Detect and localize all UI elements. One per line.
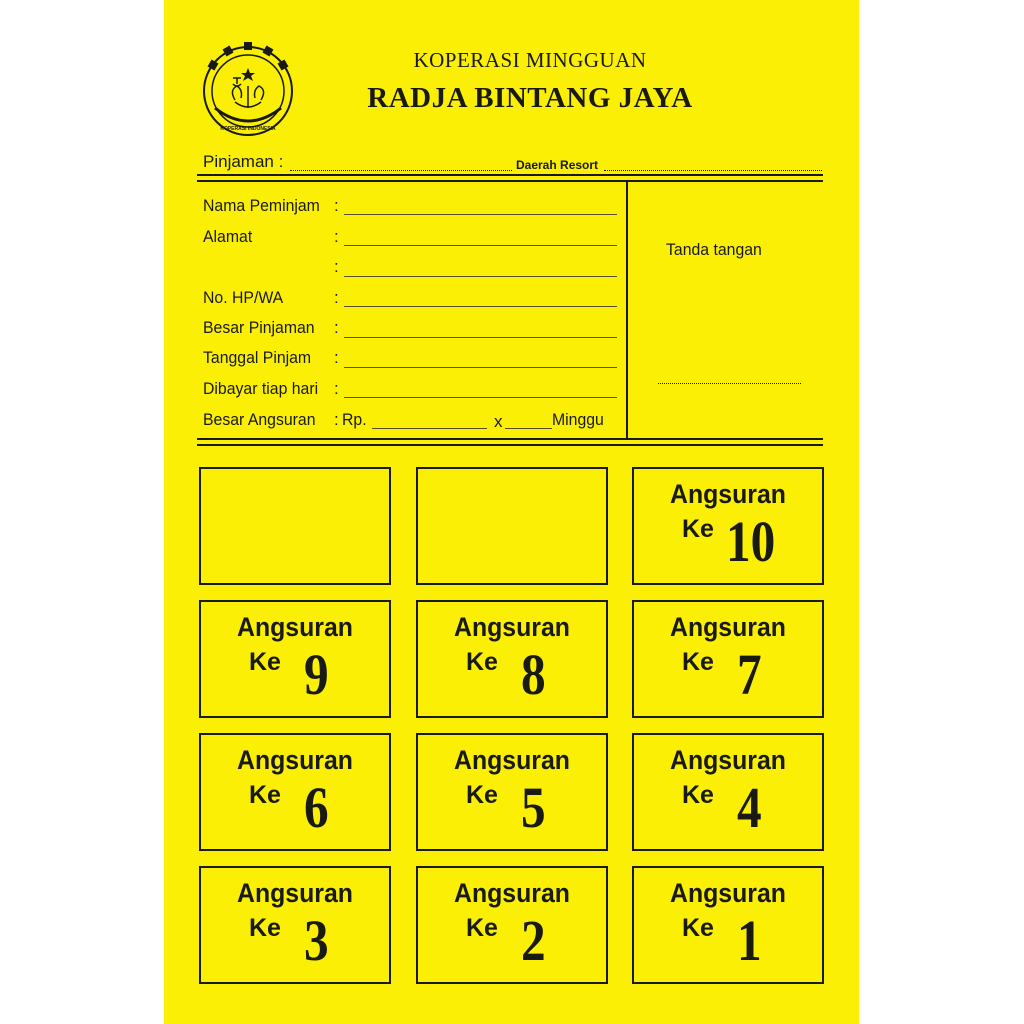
installment-number: 7 (737, 642, 762, 707)
dibayar-tiap-hari-field[interactable] (344, 397, 617, 398)
besar-pinjaman-field[interactable] (344, 337, 617, 338)
colon: : (334, 318, 339, 337)
colon: : (334, 379, 339, 398)
installment-box-1[interactable] (632, 866, 824, 984)
blank-box[interactable] (416, 467, 608, 585)
installment-title: Angsuran (237, 878, 353, 908)
installment-number: 8 (521, 642, 546, 707)
installment-ke: Ke (682, 914, 714, 942)
alamat-label: Alamat (203, 227, 253, 246)
installment-ke: Ke (249, 914, 281, 942)
signature-divider (626, 180, 628, 438)
installment-number: 6 (304, 775, 329, 840)
colon: : (334, 348, 339, 367)
minggu-label: Minggu (552, 410, 604, 429)
installment-ke: Ke (249, 648, 281, 676)
installment-number: 2 (521, 908, 546, 973)
blank-box[interactable] (199, 467, 391, 585)
installment-box-10[interactable] (632, 467, 824, 585)
installment-ke: Ke (682, 648, 714, 676)
installment-number: 5 (521, 775, 546, 840)
no-hp-label: No. HP/WA (203, 288, 284, 307)
form-divider-bottom (197, 444, 823, 446)
no-hp-field[interactable] (344, 306, 617, 307)
tanggal-pinjam-label: Tanggal Pinjam (203, 348, 312, 367)
installment-title: Angsuran (454, 878, 570, 908)
installment-box-7[interactable] (632, 600, 824, 718)
angsuran-amount-field[interactable] (372, 428, 487, 429)
installment-ke: Ke (249, 781, 281, 809)
installment-title: Angsuran (670, 612, 786, 642)
installment-box-9[interactable] (199, 600, 391, 718)
installment-title: Angsuran (454, 745, 570, 775)
installment-box-3[interactable] (199, 866, 391, 984)
installment-title: Angsuran (237, 745, 353, 775)
installment-number: 4 (737, 775, 762, 840)
installment-ke: Ke (466, 914, 498, 942)
installment-title: Angsuran (670, 745, 786, 775)
signature-label: Tanda tangan (666, 240, 762, 259)
installment-title: Angsuran (454, 612, 570, 642)
installment-title: Angsuran (237, 612, 353, 642)
pinjaman-label: Pinjaman : (203, 152, 284, 171)
besar-pinjaman-label: Besar Pinjaman (203, 318, 315, 337)
colon: : (334, 288, 339, 307)
colon: : (334, 196, 339, 215)
installment-ke: Ke (682, 781, 714, 809)
colon: : (334, 410, 339, 429)
installment-box-5[interactable] (416, 733, 608, 851)
dibayar-tiap-hari-label: Dibayar tiap hari (203, 379, 319, 398)
x-label: x (494, 412, 503, 431)
daerah-resort-label: Daerah Resort (516, 158, 599, 172)
installment-box-4[interactable] (632, 733, 824, 851)
org-name: KOPERASI MINGGUAN (413, 48, 647, 72)
installment-number: 10 (726, 509, 776, 574)
installment-number: 3 (304, 908, 329, 973)
daerah-resort-field[interactable] (604, 170, 822, 171)
form-divider-top (197, 438, 823, 440)
installment-box-6[interactable] (199, 733, 391, 851)
installment-box-8[interactable] (416, 600, 608, 718)
colon: : (334, 227, 339, 246)
installment-ke: Ke (682, 515, 714, 543)
besar-angsuran-label: Besar Angsuran (203, 410, 316, 429)
installment-ke: Ke (466, 648, 498, 676)
pinjaman-field[interactable] (290, 170, 512, 171)
header-divider-top (197, 174, 823, 176)
installment-box-2[interactable] (416, 866, 608, 984)
nama-peminjam-field[interactable] (344, 214, 617, 215)
installment-number: 9 (304, 642, 329, 707)
installment-number: 1 (737, 908, 762, 973)
cooperative-logo (195, 38, 301, 144)
logo-text: KOPERASI INDONESIA (220, 126, 276, 132)
angsuran-weeks-field[interactable] (505, 428, 552, 429)
header-divider-bottom (197, 180, 823, 182)
colon: : (334, 257, 339, 276)
brand-name: RADJA BINTANG JAYA (367, 82, 693, 114)
rp-label: Rp. (342, 410, 367, 429)
installment-title: Angsuran (670, 878, 786, 908)
alamat-field-2[interactable] (344, 276, 617, 277)
tanggal-pinjam-field[interactable] (344, 367, 617, 368)
installment-title: Angsuran (670, 479, 786, 509)
signature-field[interactable] (658, 383, 801, 384)
nama-peminjam-label: Nama Peminjam (203, 196, 320, 215)
installment-ke: Ke (466, 781, 498, 809)
alamat-field-1[interactable] (344, 245, 617, 246)
